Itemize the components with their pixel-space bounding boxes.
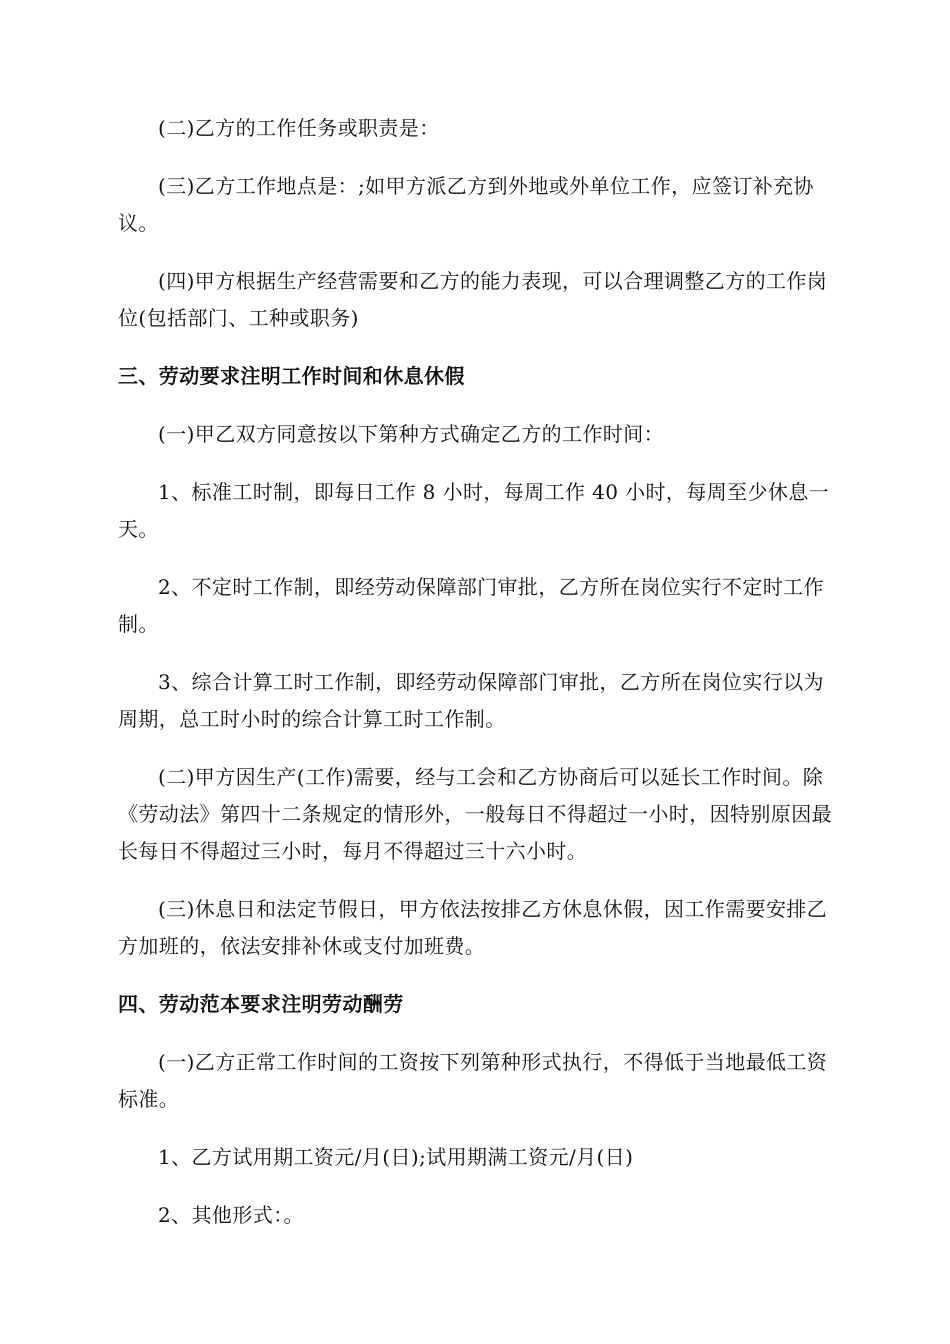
item-other-form: 2、其他形式：。 [158,1203,304,1227]
clause-3-rest-holidays: (三)休息日和法定节假日，甲方依法按排乙方休息休假，因工作需要安排乙方加班的，依法安排补休或支付加班费。 [118,897,828,958]
clause-3-work-location: (三)乙方工作地点是：;如甲方派乙方到外地或外单位工作，应签订补充协议。 [118,174,814,235]
section-heading-remuneration: 四、劳动范本要求注明劳动酬劳 [118,992,404,1016]
item-flexible-hours: 2、不定时工作制，即经劳动保障部门审批，乙方所在岗位实行不定时工作制。 [118,575,824,636]
clause-1-working-time-mode: (一)甲乙双方同意按以下第种方式确定乙方的工作时间： [158,422,665,446]
clause-4-position-adjustment: (四)甲方根据生产经营需要和乙方的能力表现，可以合理调整乙方的工作岗位(包括部门、工种或职务) [118,269,828,330]
clause-2-duties: (二)乙方的工作任务或职责是： [158,116,440,140]
clause-2-overtime: (二)甲方因生产(工作)需要，经与工会和乙方协商后可以延长工作时间。除《劳动法》第四十二条规定的情形外，一般每日不得超过一小时，因特别原因最长每日不得超过三小时，每月不得超过三十六小时。 [118,765,832,863]
item-probation-wage: 1、乙方试用期工资元/月(日);试用期满工资元/月(日) [158,1145,634,1169]
section-heading-working-hours: 三、劳动要求注明工作时间和休息休假 [118,364,465,388]
clause-1-wage-form: (一)乙方正常工作时间的工资按下列第种形式执行，不得低于当地最低工资标准。 [118,1050,828,1111]
item-comprehensive-hours: 3、综合计算工时工作制，即经劳动保障部门审批，乙方所在岗位实行以为周期，总工时小时的综合计算工时工作制。 [118,670,824,731]
item-standard-hours: 1、标准工时制，即每日工作 8 小时，每周工作 40 小时，每周至少休息一天。 [118,480,830,541]
